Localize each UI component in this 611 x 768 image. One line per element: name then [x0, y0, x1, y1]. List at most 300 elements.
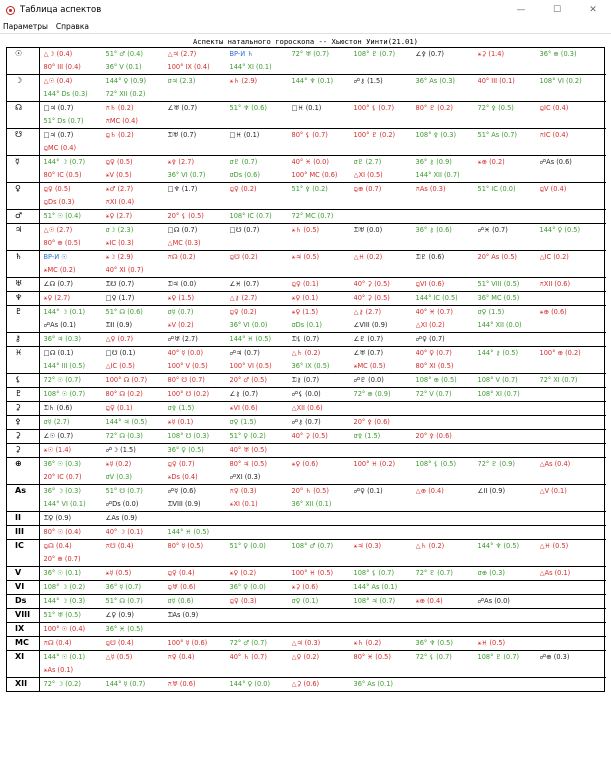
aspect-row — [7, 444, 606, 458]
row-planet-label: ⊕ — [7, 458, 39, 485]
aspect-cell: △IC (0.5) — [105, 362, 135, 370]
aspect-cell: 51° ♂ (0.4) — [105, 50, 143, 58]
aspect-cell: ⚹♓ (0.5) — [477, 639, 506, 647]
aspect-cell: 100° ☊ (0.7) — [105, 376, 148, 384]
aspect-cell: ☍⚷ (1.5) — [353, 77, 383, 85]
aspect-cell: 144° ♃ (0.5) — [105, 418, 148, 426]
aspect-cell: △♓ (0.2) — [353, 253, 383, 261]
row-planet-label: V — [7, 567, 39, 581]
minimize-button[interactable]: — — [516, 5, 526, 15]
aspect-cell: △♀ (0.2) — [291, 653, 320, 661]
aspect-cell: 144° ♆ (0.5) — [477, 542, 520, 550]
aspect-cell: ⚹♄ (0.2) — [353, 639, 382, 647]
aspect-cell: ⚿⚷ (0.7) — [291, 376, 320, 384]
aspect-row — [7, 183, 606, 210]
aspect-cell: △MC (0.3) — [167, 239, 201, 247]
aspect-cell: ⚿♀ (0.9) — [43, 514, 72, 522]
aspect-cell: △As (0.4) — [539, 460, 571, 468]
aspect-cell: ⚹☿ (0.2) — [105, 460, 132, 468]
row-aspects — [39, 637, 606, 651]
row-planet-label: ☉ — [7, 48, 39, 75]
row-planet-label: ♇ — [7, 388, 39, 402]
aspect-row — [7, 581, 606, 595]
aspect-cell: 20° ♄ (0.5) — [291, 487, 329, 495]
aspect-cell: △⊕ (0.4) — [415, 487, 444, 495]
row-planet-label: ♀ — [7, 183, 39, 210]
aspect-cell: ⚻☋ (0.4) — [105, 542, 134, 550]
aspect-cell: σ⚴ (1.5) — [353, 432, 381, 440]
aspect-cell: 20° IC (0.7) — [43, 473, 82, 481]
aspect-cell: ⚻☊ (0.4) — [43, 639, 72, 647]
aspect-cell: ⚹♀ (1.5) — [167, 294, 195, 302]
row-aspects — [39, 402, 606, 416]
aspect-cell: ⚼☋ (0.4) — [105, 639, 134, 647]
aspect-cell: 40° ♓ (0.0) — [291, 158, 329, 166]
aspect-cell: 36° ☉ (0.1) — [43, 569, 81, 577]
aspect-cell: ⚻MC (0.4) — [105, 117, 138, 125]
aspect-cell: 40° ♀ (0.7) — [415, 349, 452, 357]
aspect-cell: 72° ☽ (0.2) — [43, 680, 81, 688]
row-aspects — [39, 156, 606, 183]
aspect-cell: ☍As (0.1) — [43, 321, 76, 329]
aspect-cell: ☍XI (0.3) — [229, 473, 261, 481]
aspect-cell: ∠☊ (0.7) — [43, 280, 73, 288]
aspect-cell: σ⚴ (1.5) — [167, 404, 195, 412]
aspect-cell: ⚻As (0.3) — [415, 185, 446, 193]
row-planet-label: ♄ — [7, 251, 39, 278]
row-planet-label: II — [7, 512, 39, 526]
aspect-cell: ∠♓ (0.7) — [229, 280, 260, 288]
aspect-cell: 40° ⚳ (0.5) — [353, 294, 390, 302]
aspect-cell: ⚼VI (0.6) — [415, 280, 445, 288]
aspect-cell: ⚻XII (0.6) — [539, 280, 571, 288]
row-planet-label: ☋ — [7, 129, 39, 156]
aspect-cell: ⚻IC (0.4) — [539, 131, 569, 139]
row-aspects — [39, 333, 606, 347]
aspect-cell: 144° XII (0.0) — [477, 321, 522, 329]
aspect-row — [7, 609, 606, 623]
aspect-cell: 108° ☽ (0.2) — [43, 583, 86, 591]
aspect-cell: 144° VI (0.1) — [43, 500, 86, 508]
aspect-cell: 108° XI (0.7) — [477, 390, 520, 398]
aspect-cell: 144° XI (0.1) — [229, 63, 272, 71]
aspect-cell: ⚹♀ (0.1) — [291, 294, 319, 302]
aspect-cell: 72° ♂ (0.7) — [229, 639, 267, 647]
aspect-cell: 40° III (0.1) — [477, 77, 515, 85]
aspect-cell: 100° ☋ (0.2) — [167, 390, 210, 398]
aspect-cell: ⚹♀ (0.6) — [291, 460, 319, 468]
aspect-row — [7, 374, 606, 388]
app-icon — [6, 6, 15, 15]
row-planet-label: ⚳ — [7, 402, 39, 416]
close-button[interactable]: ✕ — [589, 5, 597, 15]
aspect-cell: ⚻♀ (0.4) — [167, 653, 195, 661]
aspect-cell: ∠⚷ (0.7) — [229, 390, 258, 398]
aspect-cell: ⚼♀ (0.2) — [229, 185, 257, 193]
aspect-cell: 36° ☉ (0.3) — [43, 460, 81, 468]
row-aspects — [39, 251, 606, 278]
aspect-row — [7, 278, 606, 292]
aspect-cell: 100° ☿ (0.6) — [167, 639, 208, 647]
aspect-cell: ⚹⚳ (0.6) — [291, 583, 319, 591]
aspect-cell: 100° MC (0.6) — [291, 171, 338, 179]
aspect-cell: 144° IC (0.5) — [415, 294, 458, 302]
row-aspects — [39, 388, 606, 402]
aspect-cell: 36° As (0.3) — [415, 77, 455, 85]
aspects-panel — [0, 34, 611, 768]
aspect-cell: ⚹As (0.1) — [43, 666, 74, 674]
row-aspects — [39, 512, 606, 526]
aspect-cell: ⚹⚴ (2.7) — [167, 158, 195, 166]
aspect-cell: 72° MC (0.7) — [291, 212, 334, 220]
aspect-cell: □♃ (0.7) — [43, 104, 74, 112]
aspect-cell: ⚿⚸ (0.7) — [291, 335, 320, 343]
aspect-row — [7, 129, 606, 156]
aspect-cell: ☍As (0.6) — [539, 158, 572, 166]
aspect-cell: ⚹♀ (2.7) — [43, 294, 71, 302]
aspect-cell: ⚼♀ (0.7) — [167, 460, 195, 468]
aspect-cell: ⚼☋ (0.2) — [229, 253, 258, 261]
aspect-cell: 144° Ds (0.3) — [43, 90, 88, 98]
aspect-cell: 80° ☋ (0.7) — [167, 376, 205, 384]
row-aspects — [39, 374, 606, 388]
aspect-cell: ⚼♄ (0.2) — [105, 131, 134, 139]
aspect-cell: ☍♃ (0.7) — [229, 349, 260, 357]
row-planet-label: III — [7, 526, 39, 540]
row-planet-label: IX — [7, 623, 39, 637]
aspect-cell: BP-И ☉ — [43, 253, 68, 261]
aspect-cell: ⚹☽ (2.9) — [105, 253, 134, 261]
aspect-cell: 144° ☽ (0.3) — [43, 597, 86, 605]
aspect-cell: 108° ⚸ (0.7) — [353, 569, 395, 577]
aspect-row — [7, 224, 606, 251]
aspect-cell: 20° ⊕ (0.7) — [43, 555, 81, 563]
aspect-row — [7, 595, 606, 609]
window-controls — [503, 0, 611, 20]
aspect-cell: 36° MC (0.5) — [477, 294, 520, 302]
aspect-cell: 144° ☽ (0.7) — [43, 158, 86, 166]
aspect-cell: 144° III (0.5) — [43, 362, 86, 370]
aspect-cell: 144° ♆ (0.1) — [291, 77, 334, 85]
aspect-cell: ⚹♀ (0.2) — [229, 569, 257, 577]
aspect-row — [7, 251, 606, 278]
row-planet-label: XI — [7, 651, 39, 678]
aspect-row — [7, 651, 606, 678]
aspect-cell: ⚹♀ (1.5) — [291, 308, 319, 316]
aspect-cell: ∠II (0.9) — [477, 487, 506, 495]
aspect-cell: ⚿VIII (0.9) — [167, 500, 201, 508]
row-aspects — [39, 416, 606, 430]
aspect-cell: ⚼☊ (0.4) — [43, 542, 72, 550]
aspect-cell: ☍☿ (0.6) — [167, 487, 196, 495]
aspect-cell: 40° ♓ (0.7) — [415, 308, 453, 316]
aspect-row — [7, 485, 606, 512]
menu-bar — [0, 20, 611, 34]
aspect-cell: 51° ☋ (0.7) — [105, 487, 143, 495]
row-aspects — [39, 224, 606, 251]
aspect-cell: ∠♇ (0.7) — [353, 335, 384, 343]
aspect-cell: σ♃ (2.3) — [167, 77, 196, 85]
aspect-row — [7, 102, 606, 129]
aspect-row — [7, 623, 606, 637]
aspect-cell: △♀ (0.7) — [105, 335, 134, 343]
aspect-cell: ∠As (0.9) — [105, 514, 138, 522]
row-aspects — [39, 540, 606, 567]
aspect-cell: ⚹⚳ (1.4) — [477, 50, 505, 58]
aspect-row — [7, 306, 606, 333]
aspect-cell: △⚷ (2.7) — [353, 308, 382, 316]
aspect-row — [7, 678, 606, 692]
aspect-cell: 144° ♓ (0.5) — [167, 528, 210, 536]
row-planet-label: VIII — [7, 609, 39, 623]
aspect-cell: △♓ (0.5) — [539, 542, 569, 550]
aspect-cell: 51° ♆ (0.6) — [229, 104, 267, 112]
menu-parameters[interactable]: Параметры — [3, 22, 48, 31]
aspect-cell: 80° III (0.4) — [43, 63, 81, 71]
aspect-cell: □♃ (0.7) — [43, 131, 74, 139]
aspect-cell: 144° ♓ (0.5) — [229, 335, 272, 343]
row-aspects — [39, 609, 606, 623]
aspect-row — [7, 637, 606, 651]
aspect-cell: ☍♅ (2.7) — [167, 335, 198, 343]
aspect-cell: 40° ⚳ (0.5) — [353, 280, 390, 288]
aspect-cell: ⚻♅ (0.6) — [167, 680, 196, 688]
row-aspects — [39, 485, 606, 512]
aspect-cell: 36° IX (0.5) — [291, 362, 330, 370]
aspect-cell: △XI (0.2) — [415, 321, 445, 329]
aspect-cell: ⚹IC (0.3) — [105, 239, 134, 247]
aspect-cell: σ♀ (1.5) — [477, 308, 505, 316]
aspect-cell: ⚼V (0.4) — [539, 185, 567, 193]
row-aspects — [39, 595, 606, 609]
aspect-cell: ⚿♅ (0.0) — [353, 226, 383, 234]
aspect-cell: 72° ⚴ (0.5) — [477, 104, 514, 112]
aspect-cell: ⚿☋ (0.7) — [105, 280, 135, 288]
aspect-cell: 144° ☿ (0.7) — [105, 680, 146, 688]
aspect-row — [7, 526, 606, 540]
row-aspects — [39, 651, 606, 678]
aspect-cell: ∠♀ (0.9) — [105, 611, 134, 619]
aspect-cell: ∠VIII (0.9) — [353, 321, 388, 329]
aspect-cell: ⚹♄ (0.5) — [291, 226, 320, 234]
aspect-cell: △IC (0.2) — [539, 253, 569, 261]
aspect-cell: ∠♅ (0.7) — [353, 349, 384, 357]
aspect-cell: 80° XI (0.5) — [415, 362, 454, 370]
row-aspects — [39, 278, 606, 292]
aspect-cell: ⚹XI (0.1) — [229, 500, 258, 508]
aspect-cell: △☉ (0.4) — [43, 77, 73, 85]
aspect-cell: σ☽ (2.3) — [105, 226, 134, 234]
row-planet-label: VI — [7, 581, 39, 595]
aspect-row — [7, 210, 606, 224]
aspect-cell: 100° ♓ (0.2) — [353, 460, 396, 468]
aspect-cell: 36° ♆ (0.5) — [415, 639, 453, 647]
aspect-cell: 20° As (0.5) — [477, 253, 517, 261]
row-planet-label: ☊ — [7, 102, 39, 129]
aspect-cell: □☋ (0.1) — [105, 349, 136, 357]
aspect-cell: ⚹⊕ (0.4) — [415, 597, 443, 605]
row-aspects — [39, 129, 606, 156]
aspect-cell: 36° VI (0.7) — [167, 171, 206, 179]
aspect-row — [7, 292, 606, 306]
aspect-cell: σDs (0.1) — [291, 321, 322, 329]
aspect-cell: 36° ♀ (0.0) — [229, 583, 266, 591]
aspect-cell: 72° ⊕ (0.9) — [353, 390, 391, 398]
aspect-cell: ⚹♃ (0.3) — [353, 542, 382, 550]
row-aspects — [39, 526, 606, 540]
aspect-cell: σDs (0.6) — [229, 171, 260, 179]
aspect-cell: 20° ⚴ (0.6) — [353, 418, 390, 426]
aspect-cell: ∠♅ (0.7) — [167, 104, 198, 112]
aspect-cell: 100° IX (0.4) — [167, 63, 210, 71]
aspect-cell: 80° IC (0.5) — [43, 171, 82, 179]
aspect-cell: σ♇ (2.7) — [353, 158, 382, 166]
aspect-cell: ⚹♄ (2.9) — [229, 77, 258, 85]
aspect-cell: ⚼♀ (0.5) — [43, 185, 71, 193]
table-caption: Аспекты натального гороскопа -- Хьюстон Уинти(21.01) — [192, 37, 419, 46]
row-aspects — [39, 210, 606, 224]
aspect-cell: 100° V (0.5) — [167, 362, 208, 370]
aspect-cell: 72° ☉ (0.7) — [43, 376, 81, 384]
aspects-table-frame — [6, 47, 605, 692]
aspect-cell: □♓ (0.1) — [229, 131, 260, 139]
aspect-cell: ⚹Ds (0.4) — [167, 473, 198, 481]
aspect-cell: □☋ (0.7) — [229, 226, 260, 234]
aspect-cell: ⚹V (0.5) — [105, 171, 132, 179]
aspect-cell: ☍☽ (1.5) — [105, 446, 136, 454]
aspect-cell: 100° ⊕ (0.2) — [539, 349, 581, 357]
aspect-cell: 20° ♂ (0.5) — [229, 376, 267, 384]
aspect-cell: △XII (0.6) — [291, 404, 323, 412]
row-planet-label: ⚷ — [7, 333, 39, 347]
aspect-cell: 108° VI (0.2) — [539, 77, 582, 85]
aspect-cell: △☽ (0.4) — [43, 50, 73, 58]
row-aspects — [39, 678, 606, 692]
aspect-cell: △♄ (0.2) — [415, 542, 445, 550]
aspect-cell: 108° ♂ (0.7) — [291, 542, 334, 550]
aspect-cell: ⚻♄ (0.2) — [105, 104, 134, 112]
aspect-cell: 51° VIII (0.5) — [477, 280, 520, 288]
aspect-cell: 72° ♅ (0.7) — [291, 50, 329, 58]
aspect-cell: 80° ☉ (0.4) — [43, 528, 81, 536]
aspect-row — [7, 333, 606, 347]
aspect-cell: △♃ (2.7) — [167, 50, 197, 58]
aspect-cell: ⚹MC (0.2) — [43, 266, 76, 274]
aspect-cell: ⚼♀ (0.5) — [105, 158, 133, 166]
aspect-cell: 144° ♀ (0.0) — [229, 680, 271, 688]
aspect-cell: 108° ⚸ (0.5) — [415, 460, 457, 468]
aspect-cell: 51° ♅ (0.5) — [43, 611, 81, 619]
aspect-row — [7, 402, 606, 416]
row-planet-label: ⚳ — [7, 444, 39, 458]
aspect-cell: ☍⚷ (0.7) — [291, 418, 321, 426]
aspect-row — [7, 75, 606, 102]
row-planet-label: Ds — [7, 595, 39, 609]
row-aspects — [39, 75, 606, 102]
aspect-cell: ⚼♀ (0.3) — [229, 597, 257, 605]
aspect-cell: σV (0.3) — [105, 473, 132, 481]
aspect-cell: □♆ (1.7) — [167, 185, 198, 193]
row-aspects — [39, 292, 606, 306]
aspect-cell: 40° ♄ (0.7) — [229, 653, 267, 661]
row-aspects — [39, 458, 606, 485]
row-planet-label: ♆ — [7, 292, 39, 306]
aspect-cell: 144° As (0.1) — [353, 583, 398, 591]
row-aspects — [39, 581, 606, 595]
aspect-row — [7, 430, 606, 444]
aspect-cell: 40° XI (0.7) — [105, 266, 144, 274]
aspect-cell: 80° ♇ (0.2) — [415, 104, 453, 112]
aspect-cell: ⚿♅ (0.7) — [167, 131, 197, 139]
aspect-row — [7, 156, 606, 183]
row-aspects — [39, 183, 606, 210]
aspect-cell: 108° ☉ (0.7) — [43, 390, 86, 398]
aspect-cell: 51° ☊ (0.7) — [105, 597, 143, 605]
aspect-cell: 100° ☉ (0.4) — [43, 625, 86, 633]
row-aspects — [39, 623, 606, 637]
maximize-button[interactable]: ☐ — [552, 5, 562, 15]
row-planet-label: XII — [7, 678, 39, 692]
aspect-cell: △☿ (0.5) — [105, 653, 133, 661]
aspect-cell: 40° ☿ (0.0) — [167, 349, 204, 357]
aspect-cell: 80° ⚸ (0.7) — [291, 131, 328, 139]
aspect-cell: 80° ♓ (0.5) — [353, 653, 391, 661]
aspect-cell: 108° ♇ (0.7) — [353, 50, 396, 58]
aspect-cell: ☍♀ (0.7) — [415, 335, 445, 343]
aspect-cell: △☉ (2.7) — [43, 226, 73, 234]
aspect-cell: □♓ (0.1) — [291, 104, 322, 112]
row-aspects — [39, 430, 606, 444]
aspect-cell: ⚹V (0.2) — [167, 321, 194, 329]
aspect-cell: 100° ♓ (0.5) — [291, 569, 334, 577]
menu-help[interactable]: Справка — [55, 22, 89, 31]
aspect-cell: ⚻XI (0.4) — [105, 198, 135, 206]
aspect-cell: 72° ☊ (0.3) — [105, 432, 143, 440]
row-planet-label: IC — [7, 540, 39, 567]
aspect-cell: △⚳ (0.6) — [291, 680, 320, 688]
aspect-cell: △XI (0.5) — [353, 171, 383, 179]
aspect-cell: 144° ☉ (0.1) — [43, 653, 86, 661]
aspect-cell: ⚹⊕ (0.6) — [539, 308, 567, 316]
aspect-cell: ⚿♃ (0.0) — [167, 280, 197, 288]
aspect-cell: 108° ⊕ (0.5) — [415, 376, 457, 384]
row-planet-label: ⚴ — [7, 416, 39, 430]
aspect-cell: ☍♇ (0.0) — [353, 376, 384, 384]
aspect-cell: ⚻☊ (0.2) — [167, 253, 196, 261]
aspect-cell: BP-И ♄ — [229, 50, 254, 58]
aspect-cell: ☍⚸ (0.0) — [291, 390, 321, 398]
aspect-cell: ⚹☉ (1.4) — [43, 446, 72, 454]
aspect-cell: △As (0.1) — [539, 569, 571, 577]
aspect-cell: ☍As (0.0) — [477, 597, 510, 605]
aspect-cell: 100° ♇ (0.2) — [353, 131, 396, 139]
aspect-cell: ☍♓ (0.7) — [477, 226, 508, 234]
aspect-cell: 36° ☽ (0.3) — [43, 487, 81, 495]
aspect-cell: 72° ♇ (0.7) — [415, 569, 453, 577]
aspect-cell: 36° VI (0.0) — [229, 321, 268, 329]
aspect-row — [7, 458, 606, 485]
aspect-cell: ⚹VI (0.6) — [229, 404, 258, 412]
aspect-row — [7, 416, 606, 430]
aspect-cell: ☍Ds (0.0) — [105, 500, 139, 508]
row-planet-label: ♓ — [7, 347, 39, 374]
aspect-cell: 36° ⚷ (0.6) — [415, 226, 452, 234]
aspect-cell: ⚼♀ (0.4) — [167, 569, 195, 577]
aspect-cell: 36° XII (0.1) — [291, 500, 332, 508]
aspect-cell: ☍♀ (0.1) — [353, 487, 383, 495]
title-bar — [0, 0, 611, 20]
aspect-cell: 80° ♃ (0.5) — [229, 460, 267, 468]
